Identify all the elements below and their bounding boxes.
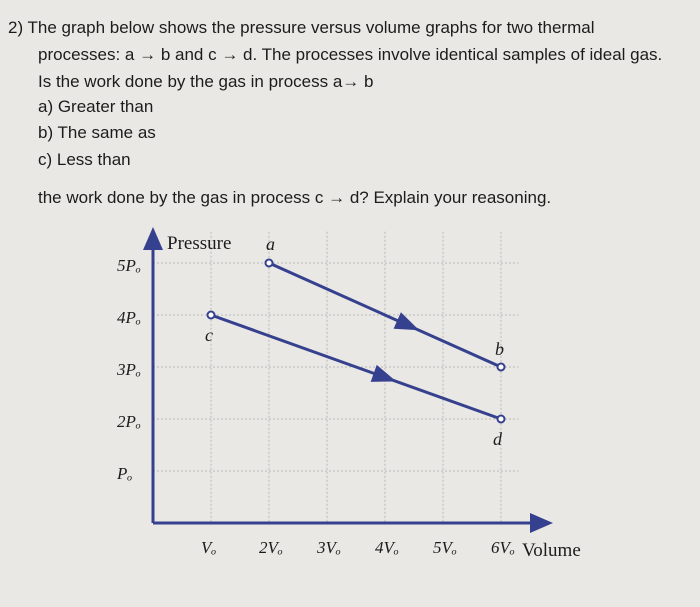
y-axis-arrow	[143, 227, 163, 250]
question-line-3: Is the work done by the gas in process a→ b	[38, 72, 374, 91]
x-tick-label: 5Vₒ	[433, 538, 457, 557]
y-axis-title: Pressure	[167, 233, 232, 254]
x-tick-label: 3Vₒ	[317, 538, 341, 557]
grid	[153, 232, 518, 523]
x-axis-arrow	[530, 513, 553, 533]
x-tick-label: 2Vₒ	[259, 538, 283, 557]
y-tick-label: Pₒ	[117, 464, 133, 483]
x-tick-labels	[201, 538, 515, 557]
y-tick-label: 4Pₒ	[117, 308, 141, 327]
endpoint-b	[498, 364, 505, 371]
point-label-c: c	[205, 325, 213, 345]
y-tick-label: 2Pₒ	[117, 412, 141, 431]
point-label-d: d	[493, 429, 502, 449]
x-tick-label: 4Vₒ	[375, 538, 399, 557]
point-label-b: b	[495, 339, 504, 359]
x-axis-title: Volume	[522, 540, 581, 561]
question-line-2: processes: a → b and c → d. The processes involve identical samples of ideal gas.	[38, 45, 663, 64]
option-a: a) Greater than	[38, 97, 154, 116]
option-b: b) The same as	[38, 123, 156, 142]
x-tick-label: Vₒ	[201, 538, 217, 557]
question-line-4: the work done by the gas in process c → d? Explain your reasoning.	[38, 188, 552, 207]
x-tick-label: 6Vₒ	[491, 538, 515, 557]
direction-arrow	[394, 312, 423, 338]
y-tick-label: 3Pₒ	[117, 360, 141, 379]
question-line-1: 2) The graph below shows the pressure versus volume graphs for two thermal	[8, 18, 595, 37]
option-c: c) Less than	[38, 150, 131, 169]
axes	[143, 227, 553, 533]
y-tick-label: 5Pₒ	[117, 256, 141, 275]
series-lines	[205, 234, 505, 449]
endpoint-a	[266, 260, 273, 267]
y-tick-labels	[116, 256, 141, 483]
point-label-a: a	[266, 234, 275, 254]
endpoint-c	[208, 312, 215, 319]
endpoint-d	[498, 416, 505, 423]
